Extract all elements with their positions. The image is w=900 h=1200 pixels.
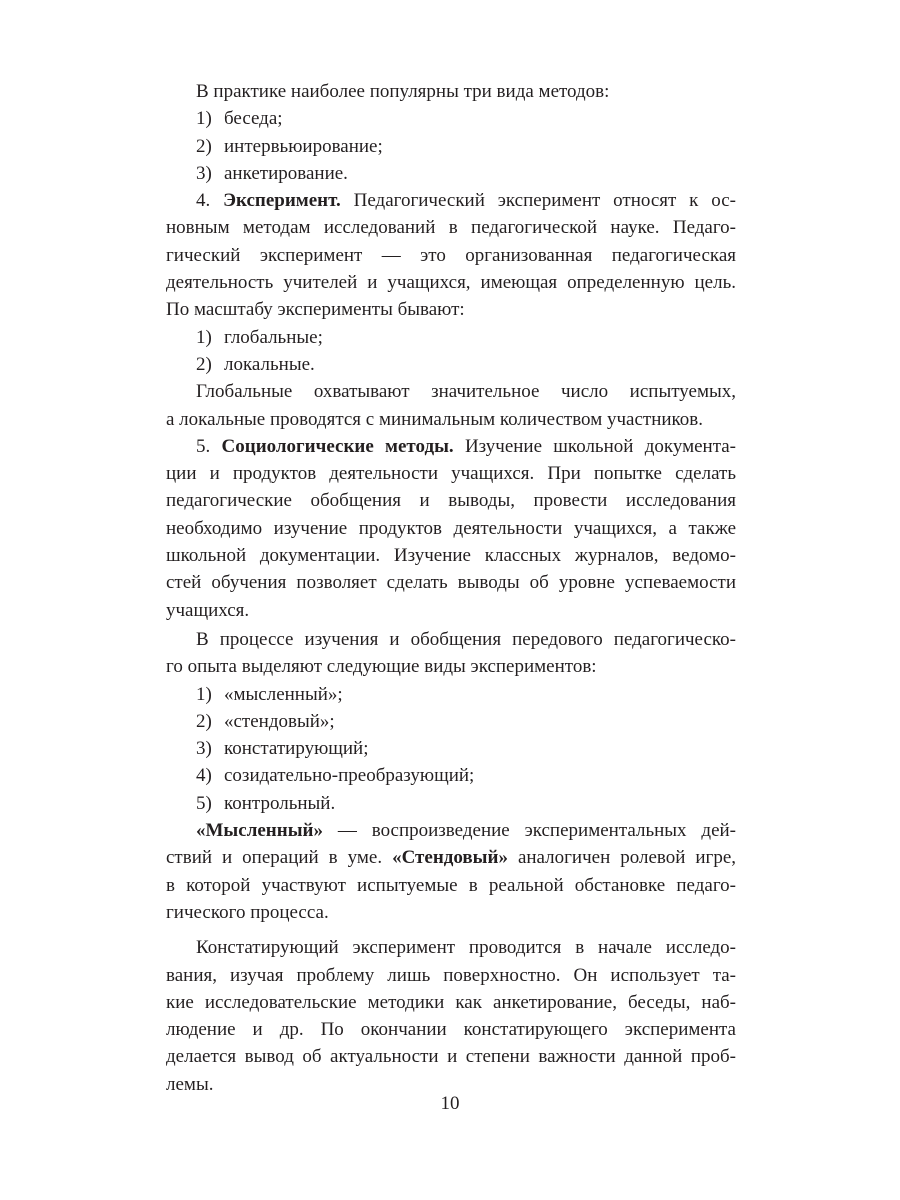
term-bold: «Мысленный» (196, 820, 323, 842)
list-text: «мысленный»; (224, 683, 343, 705)
paragraph-line (166, 962, 736, 989)
list-number: 3) (196, 162, 212, 184)
list-number: 3) (196, 738, 212, 760)
list-number: 2) (196, 135, 212, 157)
text: Констатирующий эксперимент проводится в начале исследо- (196, 937, 736, 959)
list-number: 5) (196, 792, 212, 814)
text: делается вывод об актуальности и степени важности данной проб- (166, 1046, 736, 1068)
list-item (166, 735, 736, 762)
list-number: 1) (196, 326, 212, 348)
list-item (166, 708, 736, 735)
text: людение и др. По окончании констатирующего эксперимента (166, 1019, 736, 1041)
paragraph-line (166, 242, 736, 269)
text: кие исследовательские методики как анкетирование, беседы, наб- (166, 991, 736, 1013)
paragraph-line (166, 269, 736, 296)
text: гического процесса. (166, 901, 329, 923)
list-item (166, 105, 736, 132)
page-body (166, 78, 736, 1098)
list-text: констатирующий; (224, 738, 369, 760)
paragraph-line (166, 1043, 736, 1070)
section-number: 4. (196, 190, 211, 212)
text: педагогические обобщения и выводы, провести исследования (166, 490, 736, 512)
paragraph-line (166, 515, 736, 542)
paragraph-line (166, 597, 736, 624)
text: Глобальные охватывают значительное число испытуемых, (196, 381, 736, 403)
paragraph-line (166, 569, 736, 596)
list-item (166, 681, 736, 708)
text: В практике наиболее популярны три вида методов: (196, 81, 610, 102)
paragraph-line (166, 817, 736, 844)
text: а локальные проводятся с минимальным количеством участников. (166, 408, 704, 430)
text: В процессе изучения и обобщения передового педагогическо- (196, 628, 736, 650)
text: школьной документации. Изучение классных журналов, ведомо- (166, 545, 736, 567)
text: деятельность учителей и учащихся, имеющая определенную цель. (166, 272, 736, 294)
text: лемы. (166, 1073, 214, 1095)
paragraph-line (166, 653, 736, 680)
paragraph-line (166, 433, 736, 460)
page-number: 10 (440, 1093, 460, 1114)
list-text: контрольный. (224, 792, 336, 814)
list-text: глобальные; (224, 326, 323, 348)
text: Изучение школьной документа- (464, 435, 736, 457)
paragraph-line (166, 626, 736, 653)
text: в которой участвуют испытуемые в реальной обстановке педаго- (166, 874, 736, 896)
text: гический эксперимент — это организованная педагогическая (166, 244, 736, 266)
list-text: анкетирование. (224, 162, 348, 184)
text: учащихся. (166, 599, 250, 621)
text: — воспроизведение экспериментальных дей- (337, 820, 736, 842)
paragraph-line (166, 899, 736, 926)
text: Педагогический эксперимент относят к ос- (353, 190, 736, 212)
list-text: созидательно-преобразующий; (224, 765, 475, 787)
term-bold: «Стендовый» (392, 847, 508, 869)
list-text: «стендовый»; (224, 710, 335, 732)
list-item (166, 762, 736, 789)
paragraph-line (166, 1016, 736, 1043)
list-number: 1) (196, 108, 212, 130)
list-number: 1) (196, 683, 212, 705)
list-item (166, 351, 736, 378)
list-item (166, 160, 736, 187)
paragraph-line (166, 487, 736, 514)
paragraph-line (166, 406, 736, 433)
text: го опыта выделяют следующие виды экспериментов: (166, 656, 597, 678)
section-heading: Эксперимент. (223, 190, 341, 212)
list-text: беседа; (224, 108, 283, 130)
list-text: локальные. (224, 353, 315, 375)
list-item (166, 324, 736, 351)
section-number: 5. (196, 435, 211, 457)
text: аналогичен ролевой игре, (517, 847, 737, 869)
paragraph-line (166, 542, 736, 569)
paragraph-line (166, 378, 736, 405)
paragraph-line (166, 296, 736, 323)
paragraph-line (166, 934, 736, 961)
paragraph-line (166, 78, 736, 105)
text: вания, изучая проблему лишь поверхностно. Он использует та- (166, 964, 736, 986)
paragraph-line (166, 844, 736, 871)
paragraph-line (166, 989, 736, 1016)
paragraph-line (166, 214, 736, 241)
list-item (166, 133, 736, 160)
list-text: интервьюирование; (224, 135, 383, 157)
text: По масштабу эксперименты бывают: (166, 299, 465, 321)
list-number: 2) (196, 353, 212, 375)
list-item (166, 790, 736, 817)
text: необходимо изучение продуктов деятельности учащихся, а также (166, 517, 736, 539)
paragraph-line (166, 460, 736, 487)
list-number: 4) (196, 765, 212, 787)
section-heading: Социологические методы. (221, 435, 454, 457)
paragraph-line (166, 872, 736, 899)
text: новным методам исследований в педагогической науке. Педаго- (166, 217, 736, 239)
text: ции и продуктов деятельности учащихся. При попытке сделать (166, 463, 736, 485)
text: стей обучения позволяет сделать выводы об уровне успеваемости (166, 572, 736, 594)
list-number: 2) (196, 710, 212, 732)
paragraph-line (166, 187, 736, 214)
text: ствий и операций в уме. (166, 847, 383, 869)
